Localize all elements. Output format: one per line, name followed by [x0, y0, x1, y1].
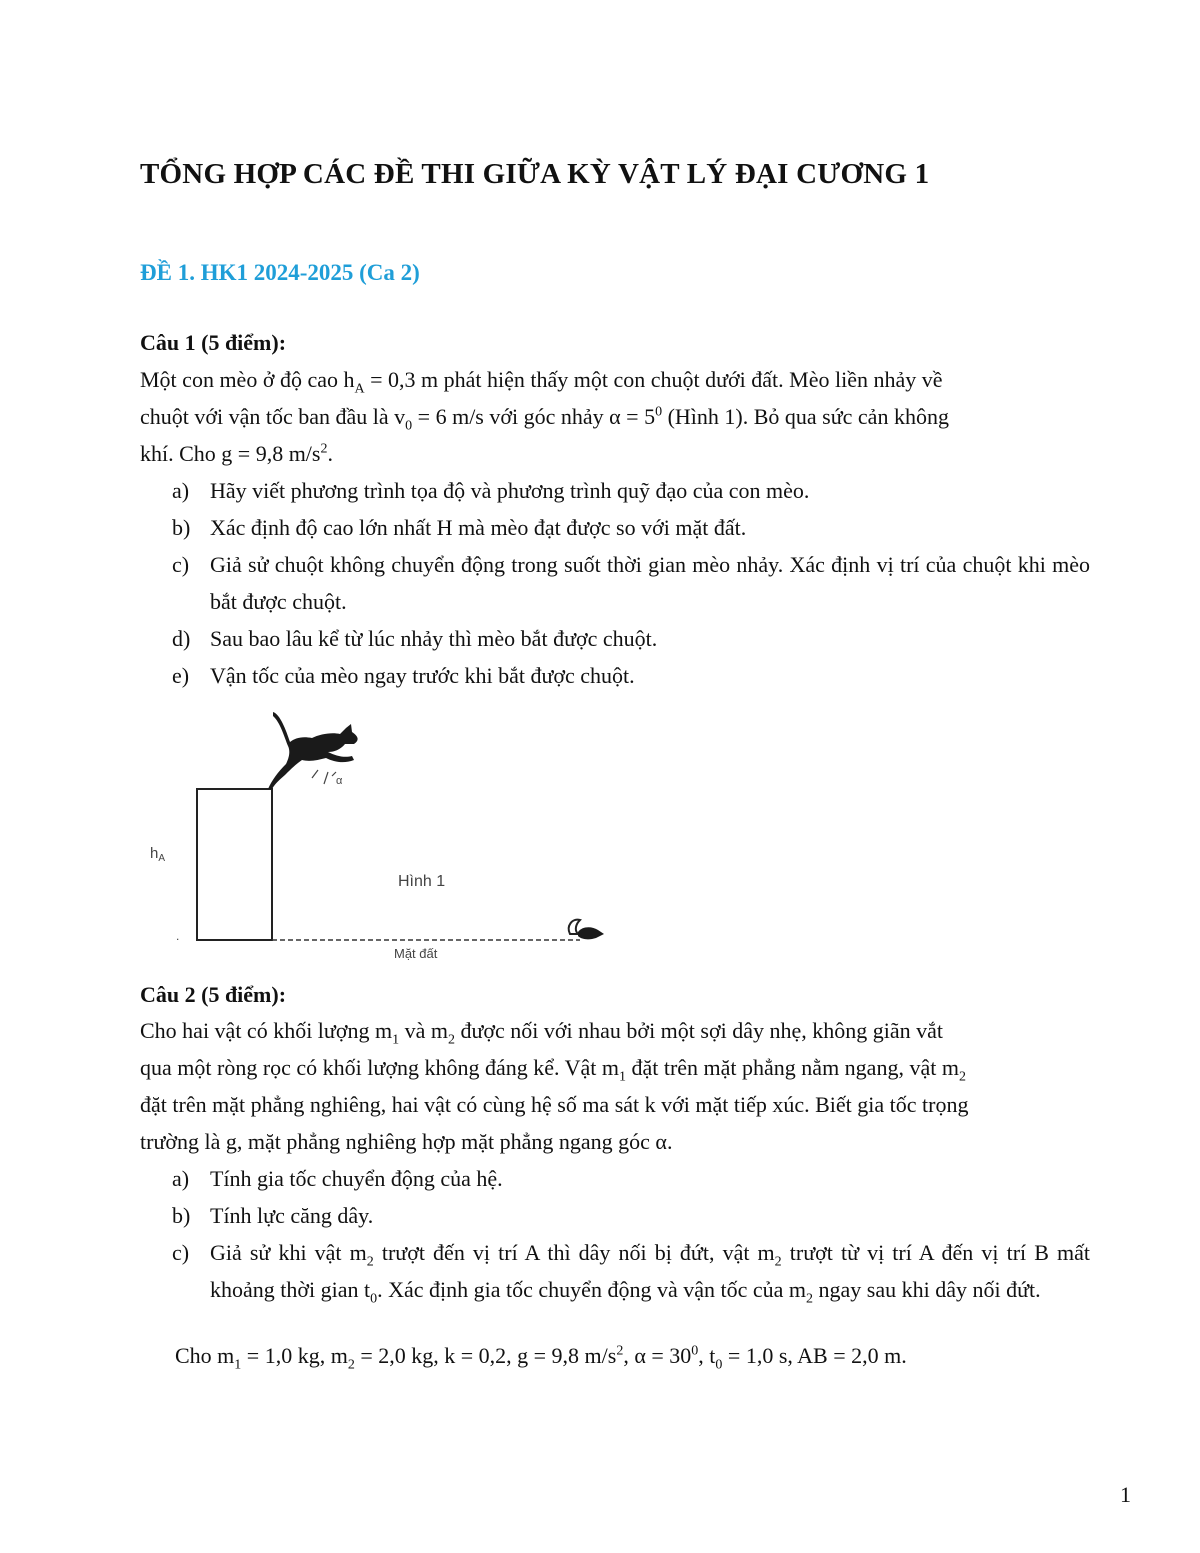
- item-label: d): [172, 626, 191, 651]
- ground-dot: .: [176, 929, 180, 943]
- question-1-items: [172, 472, 1090, 694]
- item-text: Giả sử chuột không chuyển động trong suốt thời gian mèo nhảy. Xác định vị trí của chuột khi mèo bắt được chuột.: [210, 552, 1090, 614]
- stem-text: Một con mèo ở độ cao h: [140, 367, 355, 392]
- stem-line: trường là g, mặt phẳng nghiêng hợp mặt phẳng ngang góc α.: [140, 1129, 673, 1154]
- given-text: Cho m: [175, 1343, 235, 1368]
- item-label: c): [172, 1240, 190, 1265]
- stem-text: khí. Cho g = 9,8 m/s: [140, 441, 321, 466]
- subscript: 2: [347, 1357, 355, 1373]
- stem-text: (Hình 1). Bỏ qua sức cản không: [662, 404, 949, 429]
- subscript: A: [354, 381, 365, 397]
- question-2-items: [172, 1160, 1090, 1308]
- figure-caption: Hình 1: [398, 873, 446, 890]
- item-text-part: Giả sử khi vật m: [210, 1240, 367, 1265]
- question-1-heading: Câu 1 (5 điểm):: [140, 330, 287, 355]
- item-text-part: trượt từ vị trí A đến vị trí B mất khoảng thời gian t: [210, 1240, 1090, 1302]
- stem-line: đặt trên mặt phẳng nghiêng, hai vật có cùng hệ số ma sát k với mặt tiếp xúc. Biết gia tốc trọng: [140, 1092, 969, 1117]
- item-label: e): [172, 663, 190, 688]
- given-text: , α = 30: [623, 1343, 692, 1368]
- list-item: [172, 657, 1090, 694]
- subscript: 0: [715, 1357, 723, 1373]
- item-text: Vận tốc của mèo ngay trước khi bắt được chuột.: [210, 663, 635, 688]
- superscript: 2: [616, 1343, 624, 1359]
- subscript: 2: [806, 1291, 813, 1307]
- item-label: c): [172, 552, 190, 577]
- item-text: Sau bao lâu kể từ lúc nhảy thì mèo bắt được chuột.: [210, 626, 658, 651]
- superscript: 0: [691, 1343, 699, 1359]
- list-item: [172, 1160, 1090, 1197]
- question-2-heading: Câu 2 (5 điểm):: [140, 982, 287, 1007]
- stem-text: đặt trên mặt phẳng nằm ngang, vật m: [625, 1055, 959, 1080]
- stem-line: [140, 398, 1090, 435]
- exam-heading: ĐỀ 1. HK1 2024-2025 (Ca 2): [140, 260, 420, 285]
- item-text-part: ngay sau khi dây nối đứt.: [813, 1277, 1041, 1302]
- stem-text: = 0,3 m phát hiện thấy một con chuột dưới đất. Mèo liền nhảy về: [364, 367, 943, 392]
- figure-1-cat-jump: [140, 700, 620, 970]
- velocity-marks: [312, 770, 336, 784]
- subscript: 1: [234, 1357, 242, 1373]
- list-item: [172, 509, 1090, 546]
- superscript: 0: [655, 404, 663, 420]
- ground-label: Mặt đất: [394, 946, 438, 961]
- subscript: 0: [405, 418, 413, 434]
- list-item: [172, 1234, 1090, 1308]
- stem-text: = 6 m/s với góc nhảy α = 5: [412, 404, 656, 429]
- stem-line: [140, 1012, 1090, 1049]
- given-text: , t: [698, 1343, 716, 1368]
- stem-text: .: [327, 441, 333, 466]
- subscript: 2: [447, 1032, 455, 1048]
- given-values: [175, 1343, 907, 1373]
- stem-text: Cho hai vật có khối lượng m: [140, 1018, 393, 1043]
- item-text: Hãy viết phương trình tọa độ và phương trình quỹ đạo của con mèo.: [210, 478, 810, 503]
- item-label: a): [172, 478, 190, 503]
- page-number: 1: [1120, 1482, 1131, 1507]
- item-label: a): [172, 1166, 190, 1191]
- item-text-part: . Xác định gia tốc chuyển động và vận tốc của m: [377, 1277, 806, 1302]
- subscript: 1: [392, 1032, 400, 1048]
- given-text: = 1,0 kg, m: [241, 1343, 348, 1368]
- question-1-stem: [140, 361, 1090, 472]
- document-title: TỔNG HỢP CÁC ĐỀ THI GIỮA KỲ VẬT LÝ ĐẠI CƯƠNG 1: [140, 158, 930, 190]
- stem-line: [140, 435, 1090, 472]
- subscript: 2: [958, 1069, 966, 1085]
- item-label: b): [172, 1203, 191, 1228]
- item-text: Xác định độ cao lớn nhất H mà mèo đạt được so với mặt đất.: [210, 515, 747, 540]
- platform-box: [197, 789, 272, 940]
- superscript: 2: [320, 441, 328, 457]
- list-item: [172, 472, 1090, 509]
- item-label: b): [172, 515, 191, 540]
- list-item: [172, 546, 1090, 620]
- given-text: = 1,0 s, AB = 2,0 m.: [722, 1343, 907, 1368]
- question-2-stem: [140, 1012, 1090, 1160]
- subscript: 2: [774, 1254, 782, 1270]
- mouse-icon: [569, 920, 604, 940]
- stem-line: [140, 1049, 1090, 1086]
- subscript: 2: [366, 1254, 374, 1270]
- stem-text: được nối với nhau bởi một sợi dây nhẹ, không giãn vắt: [454, 1018, 943, 1043]
- stem-text: qua một ròng rọc có khối lượng không đáng kể. Vật m: [140, 1055, 619, 1080]
- subscript: 1: [618, 1069, 626, 1085]
- stem-text: và m: [399, 1018, 448, 1043]
- item-text: Tính lực căng dây.: [210, 1203, 374, 1228]
- subscript: 0: [370, 1291, 378, 1307]
- item-text: Tính gia tốc chuyển động của hệ.: [210, 1166, 503, 1191]
- stem-line: [140, 361, 1090, 398]
- item-text-part: trượt đến vị trí A thì dây nối bị đứt, vật m: [373, 1240, 775, 1265]
- list-item: [172, 1197, 1090, 1234]
- item-text: [210, 1234, 1090, 1308]
- stem-text: chuột với vận tốc ban đầu là v: [140, 404, 406, 429]
- given-text: = 2,0 kg, k = 0,2, g = 9,8 m/s: [354, 1343, 617, 1368]
- list-item: [172, 620, 1090, 657]
- height-label: $h_A$: [150, 845, 166, 864]
- angle-label: α: [336, 775, 343, 787]
